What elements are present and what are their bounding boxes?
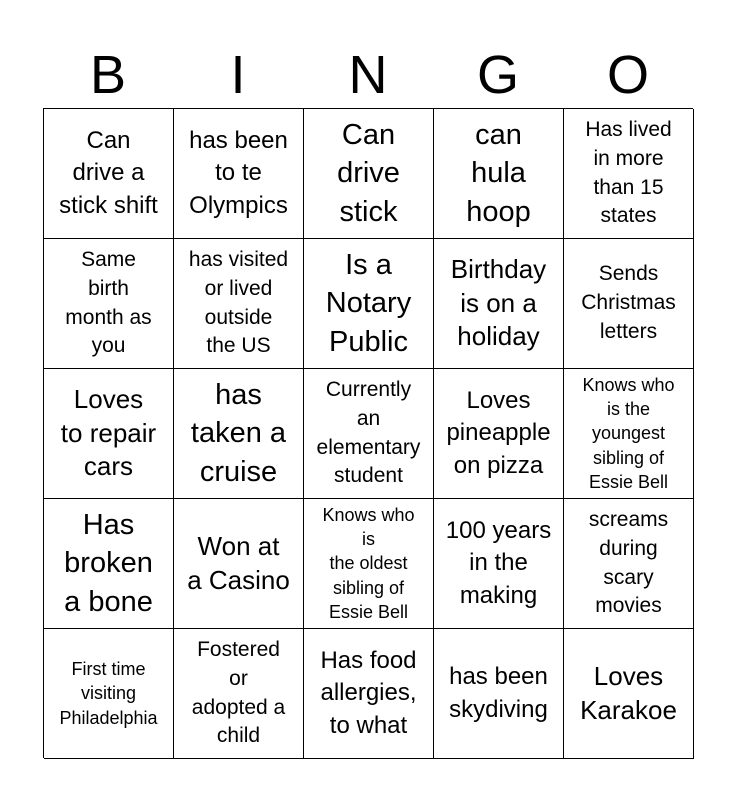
bingo-cell[interactable]: screams during scary movies — [564, 499, 694, 629]
bingo-cell[interactable]: Knows who is the youngest sibling of Essie Bell — [564, 369, 694, 499]
bingo-cell[interactable]: has been skydiving — [434, 629, 564, 759]
header-letter-n: N — [348, 45, 388, 105]
bingo-cell[interactable]: Knows who is the oldest sibling of Essie Bell — [304, 499, 434, 629]
header-letter-b: B — [89, 45, 127, 105]
bingo-cell[interactable]: Can drive a stick shift — [44, 109, 174, 239]
bingo-cell[interactable]: Loves to repair cars — [44, 369, 174, 499]
header-letter-o: O — [606, 45, 649, 105]
bingo-cell[interactable]: Loves Karakoe — [564, 629, 694, 759]
bingo-cell[interactable]: Loves pineapple on pizza — [434, 369, 564, 499]
bingo-cell[interactable]: has visited or lived outside the US — [174, 239, 304, 369]
header-letter-g: G — [476, 45, 519, 105]
bingo-cell[interactable]: 100 years in the making — [434, 499, 564, 629]
bingo-cell[interactable]: Sends Christmas letters — [564, 239, 694, 369]
bingo-cell[interactable]: Same birth month as you — [44, 239, 174, 369]
bingo-cell[interactable]: Can drive stick — [304, 109, 434, 239]
bingo-cell[interactable]: has taken a cruise — [174, 369, 304, 499]
bingo-cell[interactable]: can hula hoop — [434, 109, 564, 239]
bingo-cell[interactable]: has been to te Olympics — [174, 109, 304, 239]
bingo-cell[interactable]: Currently an elementary student — [304, 369, 434, 499]
bingo-grid — [43, 108, 693, 758]
bingo-cell[interactable]: Has broken a bone — [44, 499, 174, 629]
bingo-cell[interactable]: Has food allergies, to what — [304, 629, 434, 759]
bingo-cell[interactable]: Fostered or adopted a child — [174, 629, 304, 759]
header-letter-i: I — [230, 45, 246, 105]
bingo-cell[interactable]: Birthday is on a holiday — [434, 239, 564, 369]
bingo-header — [43, 40, 693, 110]
bingo-cell[interactable]: First time visiting Philadelphia — [44, 629, 174, 759]
bingo-cell[interactable]: Won at a Casino — [174, 499, 304, 629]
bingo-cell[interactable]: Is a Notary Public — [304, 239, 434, 369]
bingo-cell[interactable]: Has lived in more than 15 states — [564, 109, 694, 239]
